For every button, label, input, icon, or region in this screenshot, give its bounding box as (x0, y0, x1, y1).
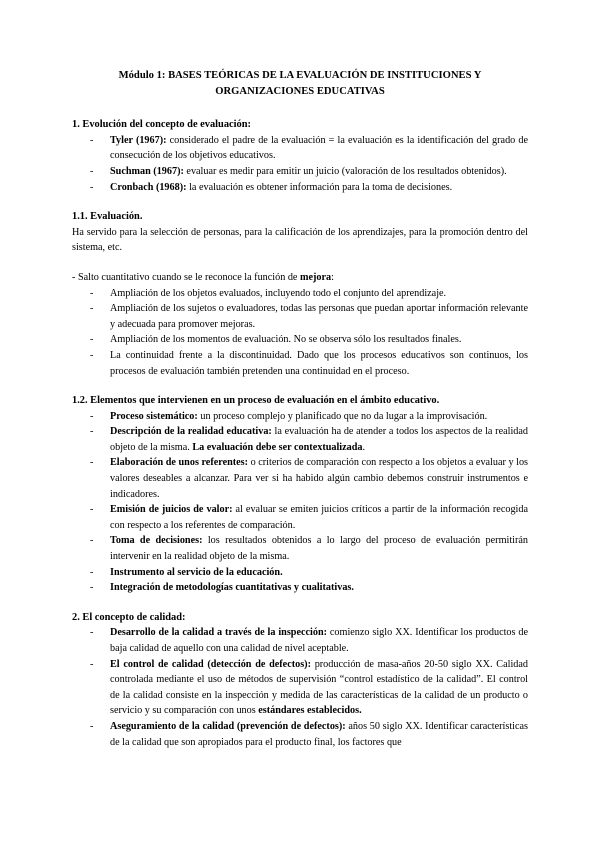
section-1-1-heading: 1.1. Evaluación. (72, 211, 143, 223)
mejora-intro: - Salto cuantitativo cuando se le reconoce la función de mejora: (72, 271, 334, 283)
list-item: - Elaboración de unos referentes: o criterios de comparación con respecto a los objetos a evaluar y los valores deseables a alcanzar. Para ver si ha habido algún cambio debemos construir instrumentos e indicadores. (90, 457, 528, 500)
list-item: - Ampliación de los objetos evaluados, incluyendo todo el conjunto del aprendizaje. (90, 287, 447, 299)
list-item: - Suchman (1967): evaluar es medir para emitir un juicio (valoración de los resultados obtenidos). (90, 165, 507, 177)
list-item: - Cronbach (1968): la evaluación es obtener información para la toma de decisiones. (90, 181, 453, 193)
list-item: - Instrumento al servicio de la educación. (90, 566, 283, 578)
list-item: - Aseguramiento de la calidad (prevención de defectos): años 50 siglo XX. Identificar características de la calidad que son apropiados para el producto final, los factores que (90, 720, 528, 748)
section-1-heading: 1. Evolución del concepto de evaluación: (72, 119, 251, 131)
section-1-2-heading: 1.2. Elementos que intervienen en un proceso de evaluación en el ámbito educativo. (72, 395, 440, 407)
list-item: - La continuidad frente a la discontinuidad. Dado que los procesos educativos son continuos, los procesos de evaluación también pretenden una continuidad en el proceso. (90, 349, 528, 377)
list-item: - Descripción de la realidad educativa: la evaluación ha de atender a todos los aspectos de la realidad objeto de la misma. La evaluación debe ser contextualizada. (90, 426, 528, 453)
section-1-2-list (72, 409, 528, 596)
title-line-1: Módulo 1: BASES TEÓRICAS DE LA EVALUACIÓN DE INSTITUCIONES Y (118, 70, 482, 81)
section-2-heading: 2. El concepto de calidad: (72, 611, 186, 623)
document-title (72, 68, 528, 99)
section-1-1-list (72, 286, 528, 380)
section-2-list (72, 625, 528, 750)
document-page (72, 68, 528, 750)
list-item: - Proceso sistemático: un proceso complejo y planificado que no da lugar a la improvisación. (90, 410, 488, 422)
list-item: - Toma de decisiones: los resultados obtenidos a lo largo del proceso de evaluación permitirán intervenir en la realidad objeto de la misma. (90, 535, 528, 563)
list-item: - Emisión de juicios de valor: al evaluar se emiten juicios críticos a partir de la información recogida con respecto a los referentes de comparación. (90, 504, 528, 531)
section-1-1-paragraph: Ha servido para la selección de personas, para la calificación de los aprendizajes, para la promoción dentro del sistema, etc. (72, 226, 528, 254)
list-item: - Tyler (1967): considerado el padre de la evaluación = la evaluación es la identificación del grado de consecución de los objetivos educativos. (90, 134, 528, 162)
list-item: - Ampliación de los momentos de evaluación. No se observa sólo los resultados finales. (90, 334, 462, 346)
title-line-2: ORGANIZACIONES EDUCATIVAS (215, 85, 385, 97)
list-item: - El control de calidad (detección de defectos): producción de masa-años 20-50 siglo XX. Calidad controlada mediante el uso de métodos de supervisión “control estadístico de la calidad”. El control de la calidad consiste en la inspección y medida de las características de la calidad de un producto o servicio y su comparación con unos estándares establecidos. (90, 658, 528, 717)
list-item: - Desarrollo de la calidad a través de la inspección: comienzo siglo XX. Identificar los productos de baja calidad de aquello con una calidad de nivel aceptable. (90, 627, 528, 654)
list-item: - Ampliación de los sujetos o evaluadores, todas las personas que puedan aportar información relevante y adecuada para promover mejoras. (90, 303, 528, 330)
list-item: - Integración de metodologías cuantitativas y cualitativas. (90, 582, 354, 594)
section-1-list (72, 133, 528, 195)
